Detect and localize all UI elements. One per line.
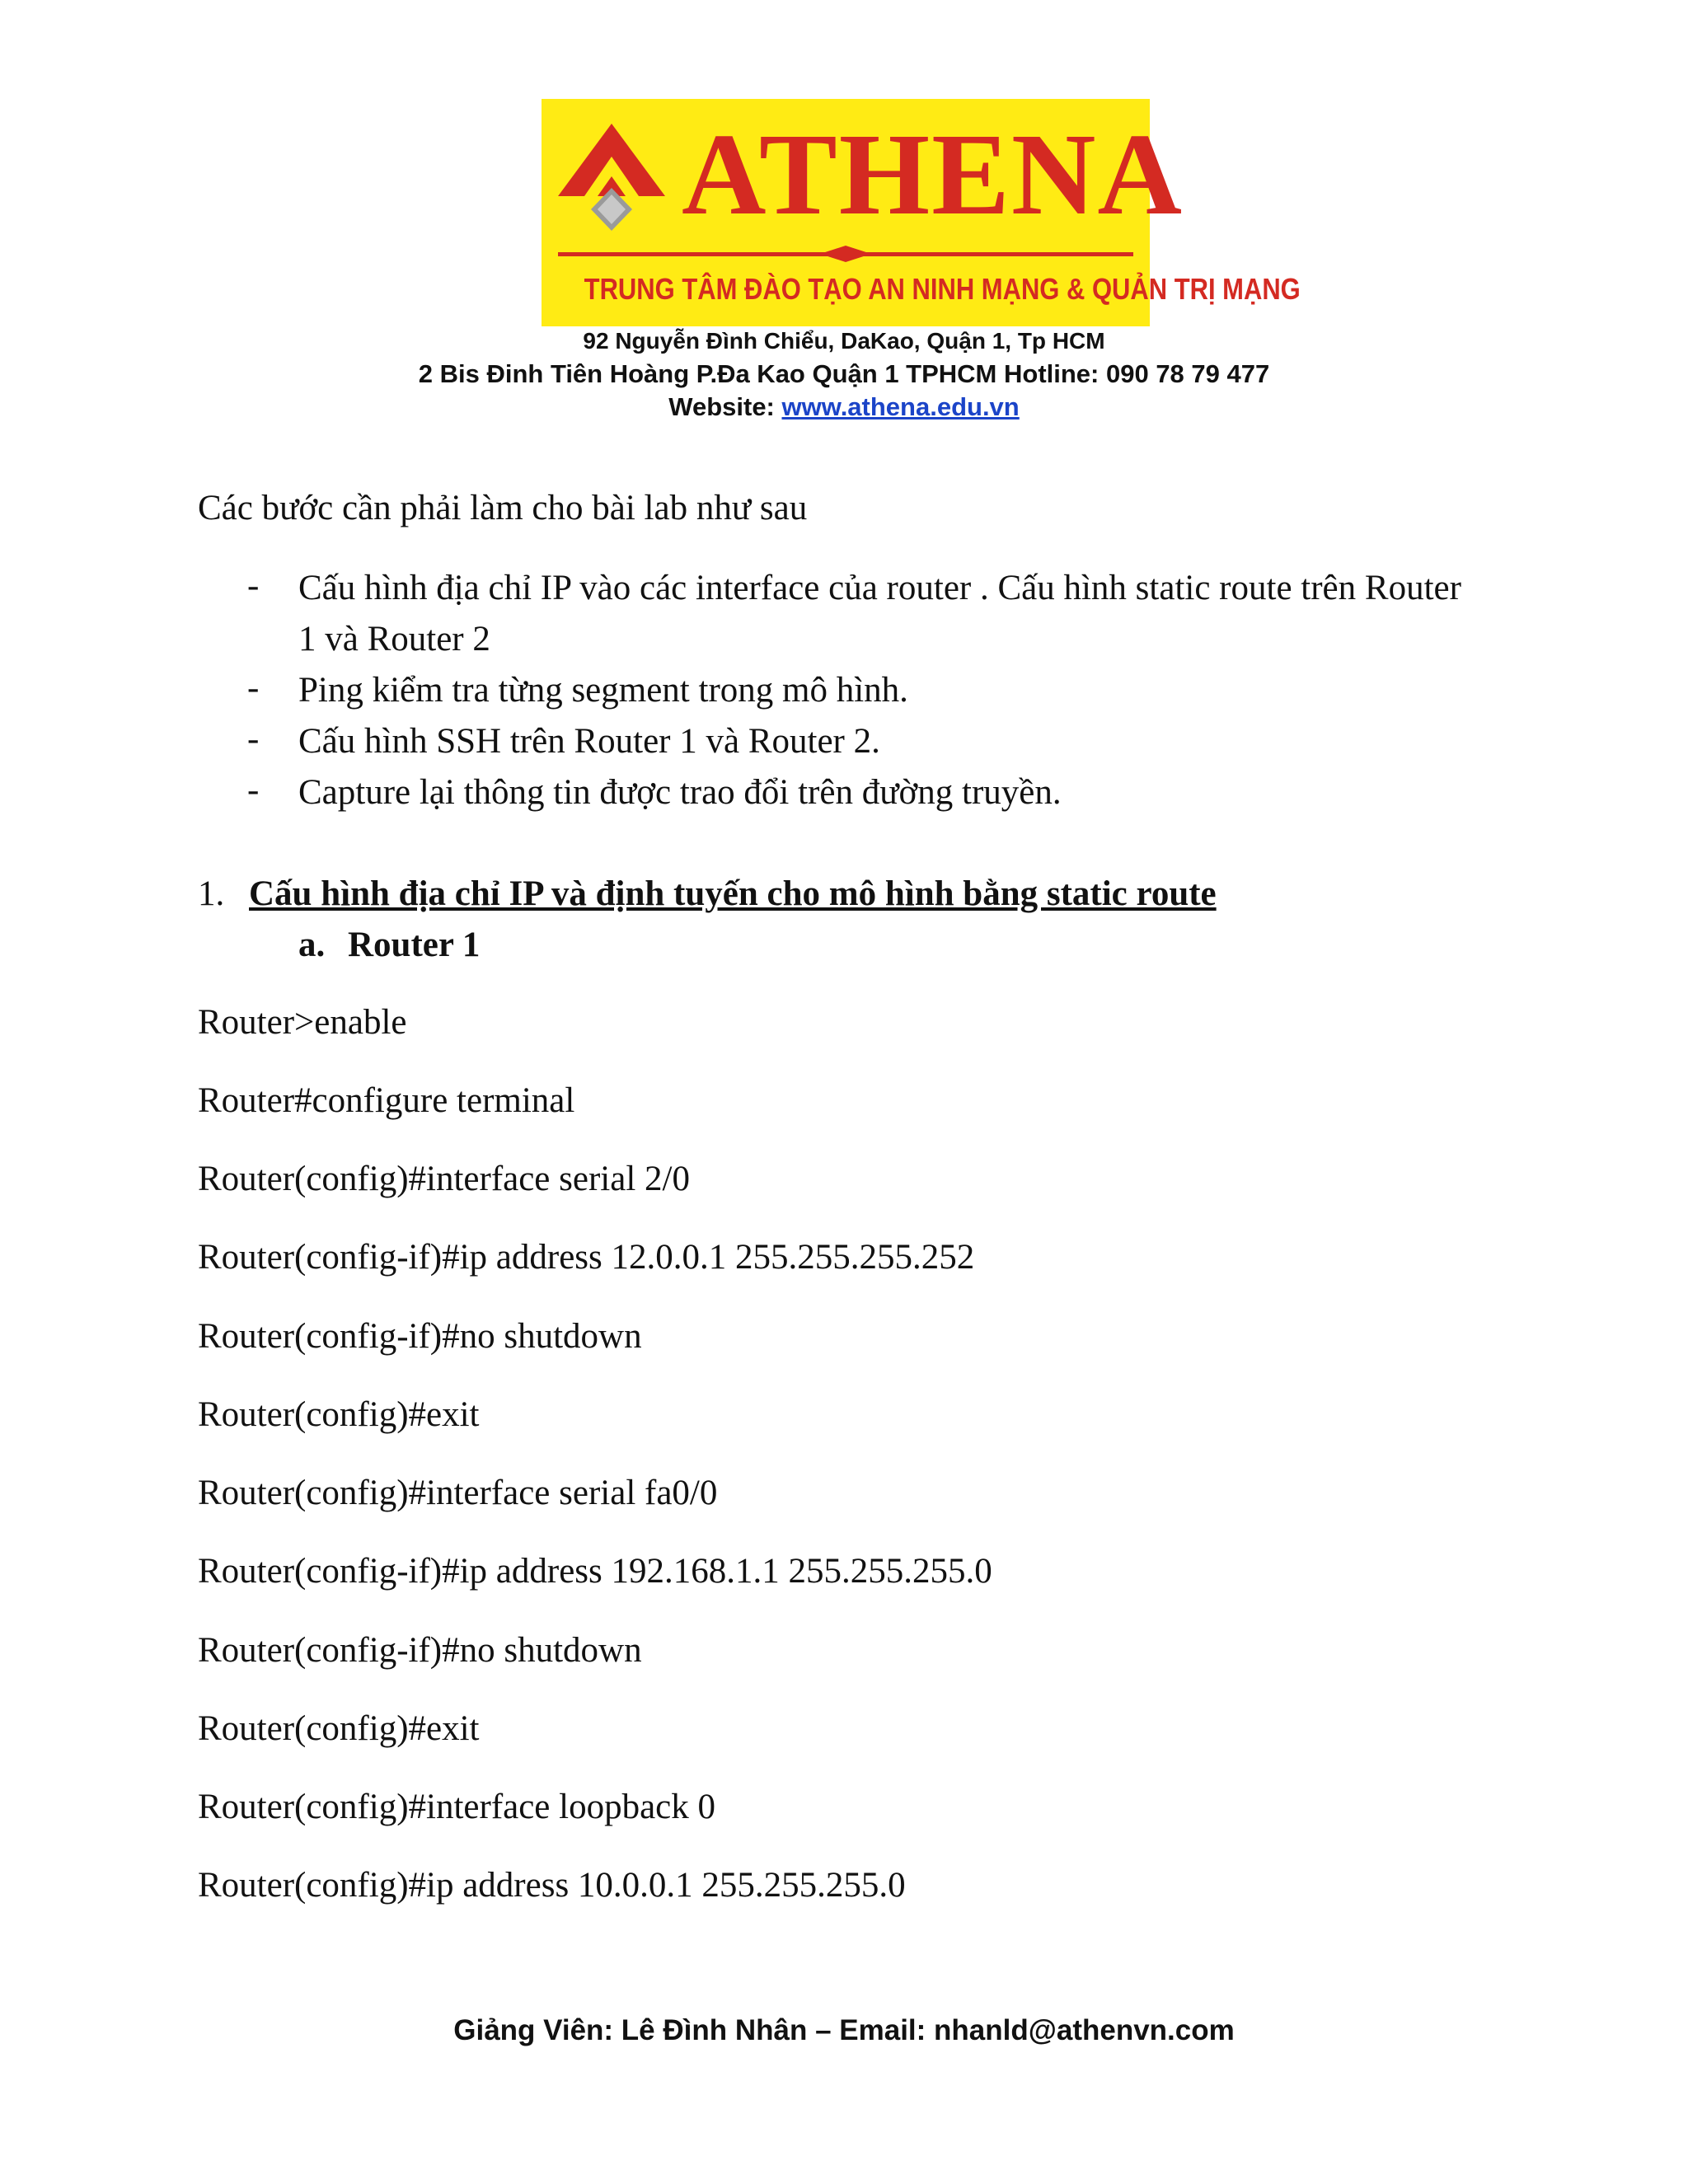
command-line: Router(config)#interface serial 2/0	[198, 1160, 690, 1198]
website-label: Website:	[668, 392, 782, 421]
step-item: Capture lại thông tin được trao đổi trên đường truyền.	[298, 773, 1062, 812]
intro-text: Các bước cần phải làm cho bài lab như sau	[198, 489, 808, 527]
command-line: Router(config-if)#no shutdown	[198, 1631, 642, 1670]
command-line: Router(config)#interface serial fa0/0	[198, 1474, 718, 1512]
header-website	[0, 392, 1688, 422]
header-address-1: 92 Nguyễn Đình Chiểu, DaKao, Quận 1, Tp HCM	[583, 328, 1105, 354]
command-line: Router(config)#ip address 10.0.0.1 255.255.255.0	[198, 1866, 906, 1905]
step-item: Ping kiểm tra từng segment trong mô hình.	[298, 671, 908, 710]
subsection-title: Router 1	[348, 926, 481, 964]
logo-tagline: TRUNG TÂM ĐÀO TẠO AN NINH MẠNG & QUẢN TRỊ MẠNG	[584, 272, 1301, 306]
step-bullet: -	[247, 668, 260, 707]
command-line: Router(config)#interface loopback 0	[198, 1788, 716, 1826]
command-line: Router(config)#exit	[198, 1395, 480, 1434]
step-item: Cấu hình địa chỉ IP vào các interface của router . Cấu hình static route trên Router 1 và Router 2	[298, 569, 1461, 658]
command-line: Router(config-if)#ip address 12.0.0.1 255.255.255.252	[198, 1238, 975, 1277]
logo-wordmark: ATHENA	[682, 109, 1184, 239]
subsection-number: a.	[298, 926, 326, 964]
page-footer: Giảng Viên: Lê Đình Nhân – Email: nhanld@athenvn.com	[453, 2014, 1235, 2046]
step-bullet: -	[247, 719, 260, 758]
command-line: Router(config-if)#no shutdown	[198, 1317, 642, 1356]
step-bullet: -	[247, 771, 260, 809]
command-line: Router#configure terminal	[198, 1081, 575, 1120]
command-line: Router(config)#exit	[198, 1709, 480, 1748]
command-line: Router>enable	[198, 1003, 407, 1042]
command-line: Router(config-if)#ip address 192.168.1.1 255.255.255.0	[198, 1552, 992, 1591]
section-number: 1.	[198, 874, 225, 913]
step-bullet: -	[247, 566, 260, 605]
step-item: Cấu hình SSH trên Router 1 và Router 2.	[298, 722, 880, 761]
section-title: Cấu hình địa chỉ IP và định tuyến cho mô hình bằng static route	[249, 874, 1217, 913]
athena-logo	[542, 99, 1301, 326]
header-address-2: 2 Bis Đinh Tiên Hoàng P.Đa Kao Quận 1 TPHCM Hotline: 090 78 79 477	[418, 359, 1270, 388]
website-link[interactable]: www.athena.edu.vn	[781, 392, 1020, 421]
